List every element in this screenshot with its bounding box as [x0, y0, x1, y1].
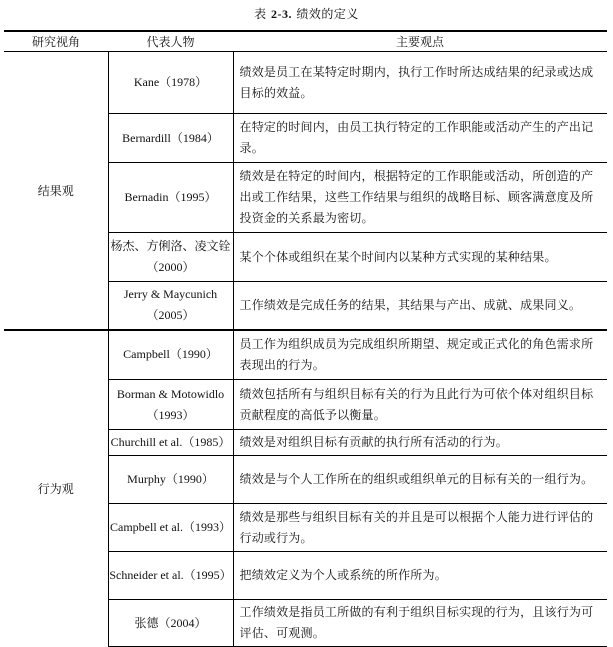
viewpoint-cell: 绩效是在特定的时间内，根据特定的工作职能或活动，所创造的产出或工作结果，这些工作结果与组织的战略目标、顾客满意度及所投资金的关系最为密切。 — [233, 163, 607, 233]
header-row — [4, 31, 607, 52]
representative-cell: Bernadin（1995） — [108, 163, 233, 233]
viewpoint-cell: 工作绩效是指员工所做的有利于组织目标实现的行为，且该行为可评估、可观测。 — [233, 600, 607, 647]
caption-title: 绩效的定义 — [292, 7, 359, 21]
representative-cell: Murphy（1990） — [108, 456, 233, 504]
representative-cell: Kane（1978） — [108, 52, 233, 114]
viewpoint-cell: 某个个体或组织在某个时间内以某种方式实现的某种结果。 — [233, 233, 607, 282]
header-viewpoint: 主要观点 — [233, 31, 607, 52]
table-row — [4, 52, 607, 114]
caption-prefix: 表 — [254, 7, 271, 21]
representative-cell: Jerry & Maycunich（2005） — [108, 282, 233, 330]
viewpoint-cell: 绩效是员工在某特定时期内，执行工作时所达成结果的纪录或达成目标的效益。 — [233, 52, 607, 114]
viewpoint-cell: 工作绩效是完成任务的结果，其结果与产出、成就、成果同义。 — [233, 282, 607, 330]
representative-cell: 张德（2004） — [108, 600, 233, 647]
table-row — [4, 330, 607, 380]
definitions-table — [4, 30, 607, 647]
representative-cell: 杨杰、方俐洛、凌文铨（2000） — [108, 233, 233, 282]
representative-cell: Borman & Motowidlo（1993） — [108, 380, 233, 430]
table-caption — [0, 6, 613, 22]
viewpoint-cell: 绩效是与个人工作所在的组织或组织单元的目标有关的一组行为。 — [233, 456, 607, 504]
perspective-cell: 行为观 — [4, 330, 108, 647]
representative-cell: Campbell（1990） — [108, 330, 233, 380]
viewpoint-cell: 绩效是对组织目标有贡献的执行所有活动的行为。 — [233, 430, 607, 456]
viewpoint-cell: 绩效是那些与组织目标有关的并且是可以根据个人能力进行评估的行动或行为。 — [233, 504, 607, 552]
viewpoint-cell: 绩效包括所有与组织目标有关的行为且此行为可依个体对组织目标贡献程度的高低予以衡量。 — [233, 380, 607, 430]
header-perspective: 研究视角 — [4, 31, 108, 52]
representative-cell: Campbell et al.（1993） — [108, 504, 233, 552]
representative-cell: Bernardill（1984） — [108, 114, 233, 163]
header-representative: 代表人物 — [108, 31, 233, 52]
viewpoint-cell: 把绩效定义为个人或系统的所作所为。 — [233, 552, 607, 600]
perspective-cell: 结果观 — [37, 183, 74, 198]
representative-cell: Churchill et al.（1985） — [108, 430, 233, 456]
viewpoint-cell: 员工作为组织成员为完成组织所期望、规定或正式化的角色需求所表现出的行为。 — [233, 330, 607, 380]
caption-number: 2-3. — [271, 7, 292, 21]
viewpoint-cell: 在特定的时间内，由员工执行特定的工作职能或活动产生的产出记录。 — [233, 114, 607, 163]
representative-cell: Schneider et al.（1995） — [108, 552, 233, 600]
